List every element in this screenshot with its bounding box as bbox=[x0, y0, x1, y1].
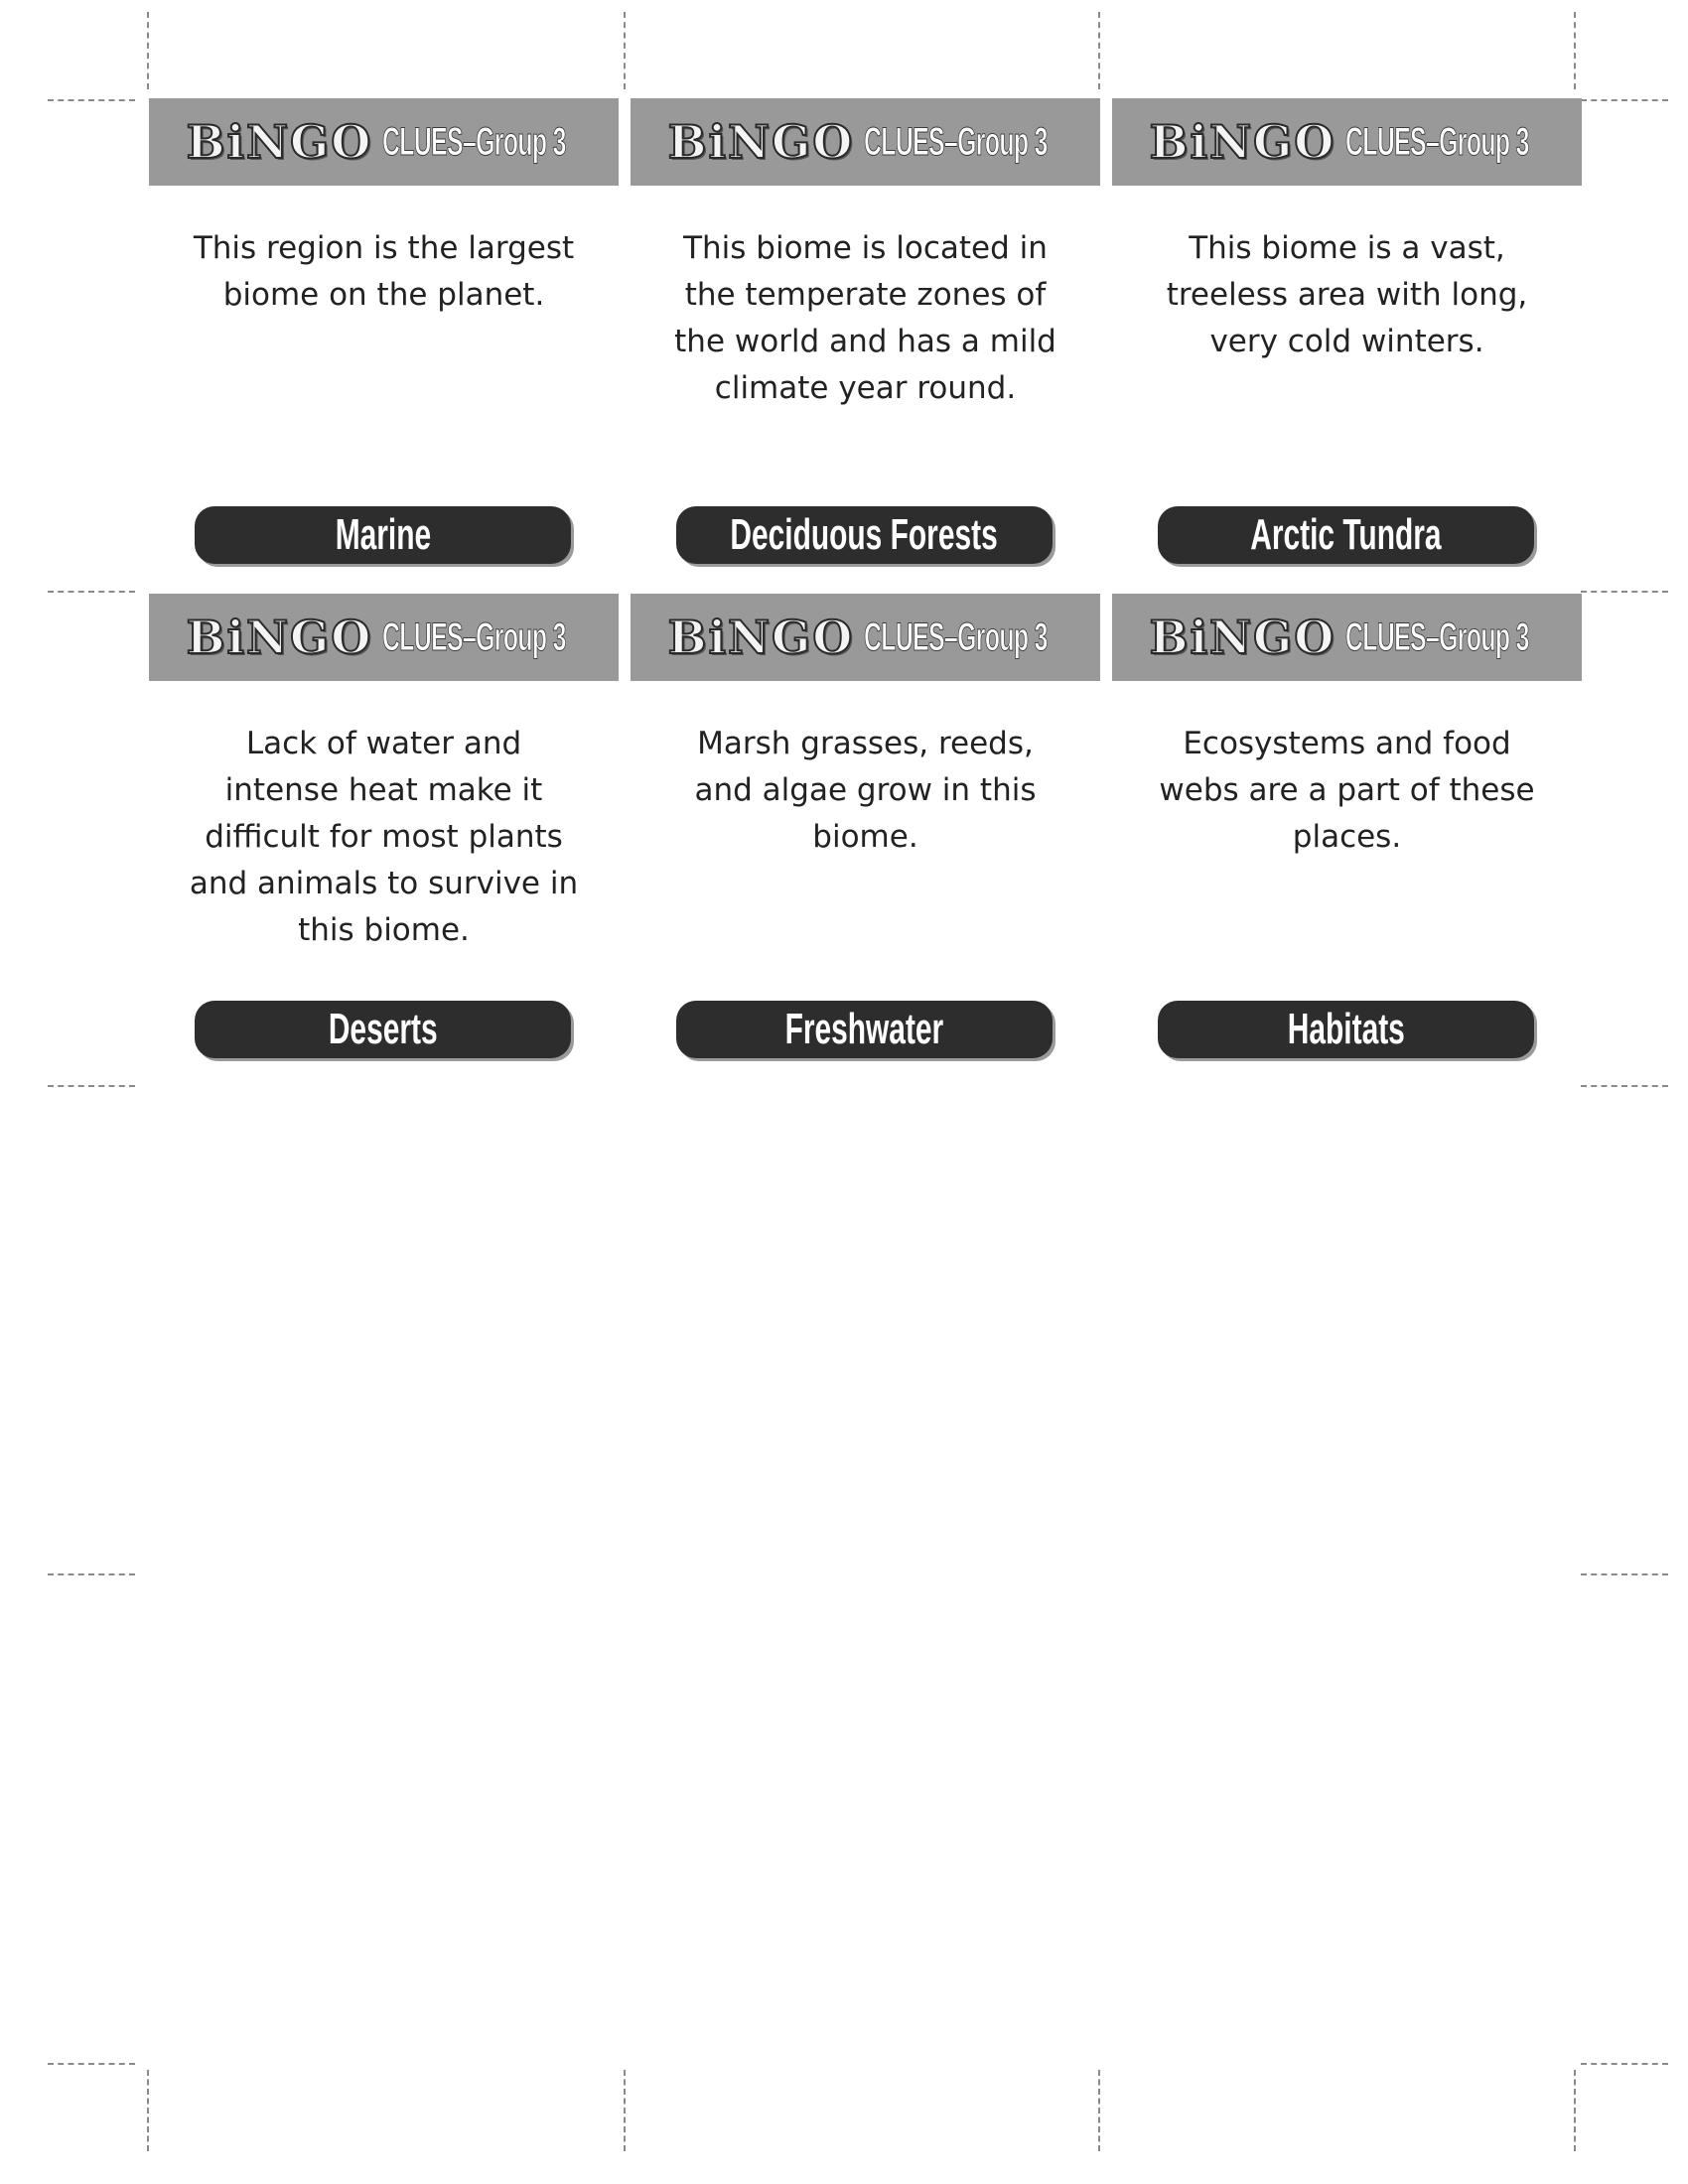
crop-mark-bottom-2 bbox=[624, 2070, 626, 2151]
card-header bbox=[1112, 98, 1582, 186]
answer-pill bbox=[195, 506, 571, 564]
answer-pill bbox=[195, 1001, 571, 1058]
bingo-logo: BiNGO bbox=[667, 611, 855, 664]
card-header bbox=[149, 98, 619, 186]
answer-pill bbox=[676, 506, 1053, 564]
crop-mark-top-1 bbox=[147, 12, 149, 89]
crop-mark-top-4 bbox=[1574, 12, 1576, 89]
answer-pill bbox=[1158, 506, 1534, 564]
bingo-logo: BiNGO bbox=[667, 115, 855, 169]
bingo-logo: BiNGO bbox=[1149, 115, 1336, 169]
answer-label: Deciduous Forests bbox=[730, 510, 999, 559]
clue-text: Lack of water and intense heat make it difficult for most plants and animals to survive in this biome. bbox=[189, 726, 579, 948]
clues-group-label: CLUES–Group 3 bbox=[864, 614, 1049, 659]
clue-text: Ecosystems and food webs are a part of these places. bbox=[1159, 726, 1535, 855]
bingo-clue-card bbox=[631, 98, 1100, 591]
bingo-clue-card bbox=[631, 594, 1100, 1086]
bingo-logo: BiNGO bbox=[186, 611, 373, 664]
bingo-logo: BiNGO bbox=[186, 115, 373, 169]
bingo-clue-card bbox=[149, 594, 619, 1086]
crop-mark-bottom-4 bbox=[1574, 2070, 1576, 2151]
card-header bbox=[1112, 594, 1582, 681]
clues-group-label: CLUES–Group 3 bbox=[1345, 614, 1530, 659]
clues-group-label: CLUES–Group 3 bbox=[382, 614, 567, 659]
crop-mark-left-1 bbox=[48, 99, 135, 101]
clue-text: This biome is a vast, treeless area with long, very cold winters. bbox=[1166, 230, 1528, 359]
card-header bbox=[631, 594, 1100, 681]
crop-mark-right-2 bbox=[1581, 591, 1668, 593]
answer-label: Marine bbox=[335, 510, 431, 559]
crop-mark-top-2 bbox=[624, 12, 626, 89]
crop-mark-top-3 bbox=[1098, 12, 1100, 89]
crop-mark-bottom-3 bbox=[1098, 2070, 1100, 2151]
crop-mark-right-3 bbox=[1581, 1085, 1668, 1087]
clues-group-label: CLUES–Group 3 bbox=[864, 119, 1049, 164]
bingo-clue-card bbox=[149, 98, 619, 591]
clue-text: This biome is located in the temperate zones of the world and has a mild climate year round. bbox=[674, 230, 1056, 406]
clue-text: This region is the largest biome on the planet. bbox=[193, 230, 575, 313]
crop-mark-right-5 bbox=[1581, 2063, 1668, 2065]
crop-mark-left-2 bbox=[48, 591, 135, 593]
answer-label: Deserts bbox=[328, 1005, 438, 1053]
answer-label: Freshwater bbox=[784, 1005, 944, 1053]
card-header bbox=[149, 594, 619, 681]
crop-mark-right-4 bbox=[1581, 1573, 1668, 1575]
crop-mark-left-4 bbox=[48, 1573, 135, 1575]
answer-label: Habitats bbox=[1287, 1005, 1405, 1053]
bingo-logo: BiNGO bbox=[1149, 611, 1336, 664]
answer-pill bbox=[1158, 1001, 1534, 1058]
clue-text: Marsh grasses, reeds, and algae grow in this biome. bbox=[694, 726, 1037, 855]
crop-mark-left-5 bbox=[48, 2063, 135, 2065]
clues-group-label: CLUES–Group 3 bbox=[1345, 119, 1530, 164]
crop-mark-bottom-1 bbox=[147, 2070, 149, 2151]
clues-group-label: CLUES–Group 3 bbox=[382, 119, 567, 164]
crop-mark-left-3 bbox=[48, 1085, 135, 1087]
card-header bbox=[631, 98, 1100, 186]
answer-pill bbox=[676, 1001, 1053, 1058]
bingo-clue-card bbox=[1112, 594, 1582, 1086]
crop-mark-right-1 bbox=[1581, 99, 1668, 101]
bingo-clue-card bbox=[1112, 98, 1582, 591]
answer-label: Arctic Tundra bbox=[1250, 510, 1442, 559]
